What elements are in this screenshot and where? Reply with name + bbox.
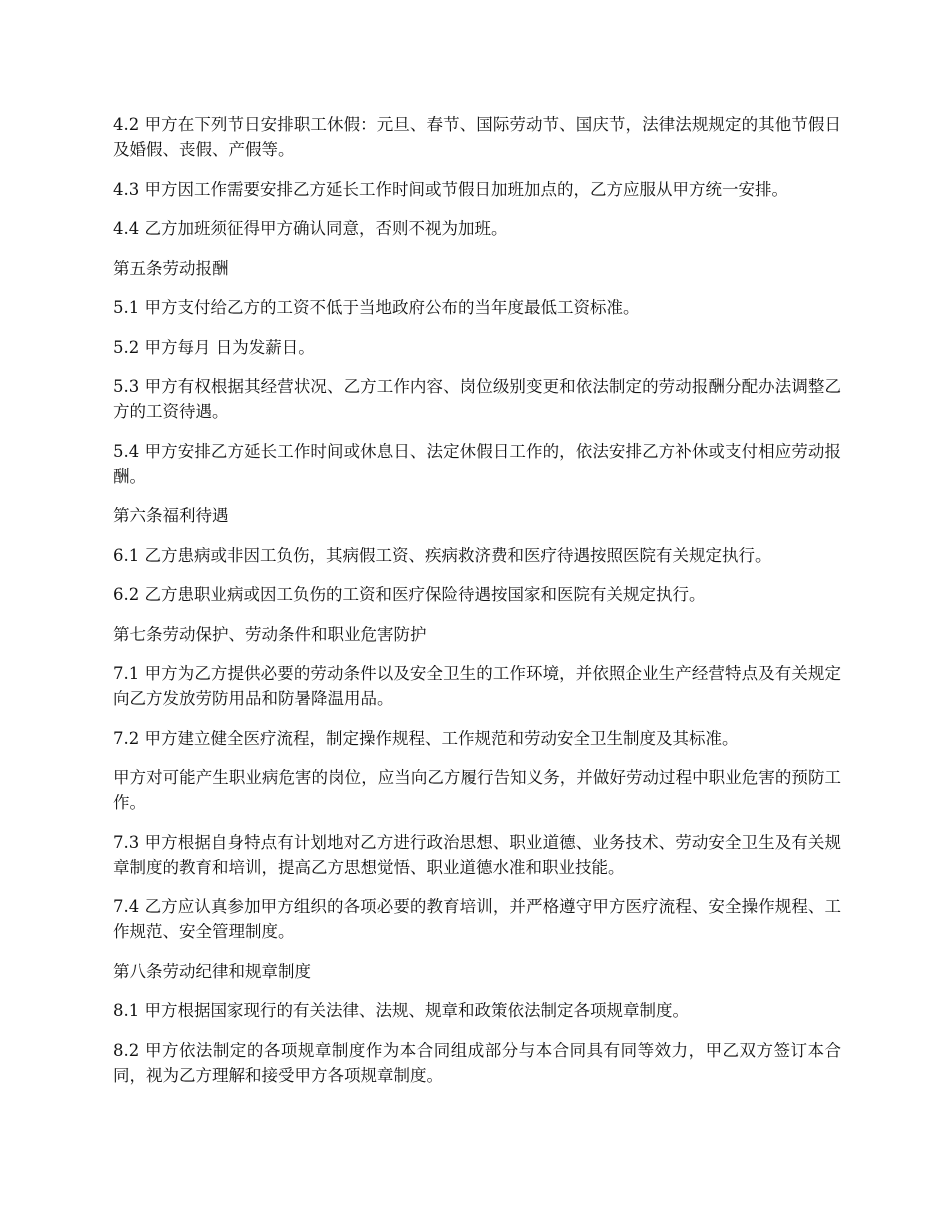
clause-4-3: 4.3 甲方因工作需要安排乙方延长工作时间或节假日加班加点的，乙方应服从甲方统一安排。 <box>113 179 788 199</box>
clause-7-3: 7.3 甲方根据自身特点有计划地对乙方进行政治思想、职业道德、业务技术、劳动安全卫生及有关规章制度的教育和培训，提高乙方思想觉悟、职业道德水准和职业技能。 <box>113 832 841 877</box>
clause-4-4: 4.4 乙方加班须征得甲方确认同意，否则不视为加班。 <box>113 219 508 238</box>
section-heading-7: 第七条劳动保护、劳动条件和职业危害防护 <box>113 624 427 644</box>
clause-7-4: 7.4 乙方应认真参加甲方组织的各项必要的教育培训，并严格遵守甲方医疗流程、安全操作规程、工作规范、安全管理制度。 <box>113 897 841 941</box>
clause-8-1: 8.1 甲方根据国家现行的有关法律、法规、规章和政策依法制定各项规章制度。 <box>113 1001 689 1020</box>
section-heading-5: 第五条劳动报酬 <box>113 258 229 278</box>
clause-4-2: 4.2 甲方在下列节日安排职工休假：元旦、春节、国际劳动节、国庆节，法律法规规定的其他节假日及婚假、丧假、产假等。 <box>113 115 841 159</box>
clause-5-2: 5.2 甲方每月 日为发薪日。 <box>113 337 315 357</box>
clause-7-2-continued: 甲方对可能产生职业病危害的岗位，应当向乙方履行告知义务，并做好劳动过程中职业危害的预防工作。 <box>113 768 841 812</box>
clause-7-2: 7.2 甲方建立健全医疗流程，制定操作规程、工作规范和劳动安全卫生制度及其标准。 <box>113 728 739 748</box>
document-body <box>113 112 841 1102</box>
clause-5-4: 5.4 甲方安排乙方延长工作时间或休息日、法定休假日工作的，依法安排乙方补休或支付相应劳动报酬。 <box>113 441 841 486</box>
clause-7-1: 7.1 甲方为乙方提供必要的劳动条件以及安全卫生的工作环境，并依照企业生产经营特点及有关规定向乙方发放劳防用品和防暑降温用品。 <box>113 664 841 708</box>
section-heading-8: 第八条劳动纪律和规章制度 <box>113 961 311 981</box>
section-heading-6: 第六条福利待遇 <box>113 506 229 525</box>
clause-6-2: 6.2 乙方患职业病或因工负伤的工资和医疗保险待遇按国家和医院有关规定执行。 <box>113 585 706 604</box>
clause-5-1: 5.1 甲方支付给乙方的工资不低于当地政府公布的当年度最低工资标准。 <box>113 298 640 317</box>
clause-6-1: 6.1 乙方患病或非因工负伤，其病假工资、疾病救济费和医疗待遇按照医院有关规定执行。 <box>113 545 772 565</box>
clause-8-2: 8.2 甲方依法制定的各项规章制度作为本合同组成部分与本合同具有同等效力，甲乙双方签订本合同，视为乙方理解和接受甲方各项规章制度。 <box>113 1040 841 1085</box>
clause-5-3: 5.3 甲方有权根据其经营状况、乙方工作内容、岗位级别变更和依法制定的劳动报酬分配办法调整乙方的工资待遇。 <box>113 377 841 421</box>
